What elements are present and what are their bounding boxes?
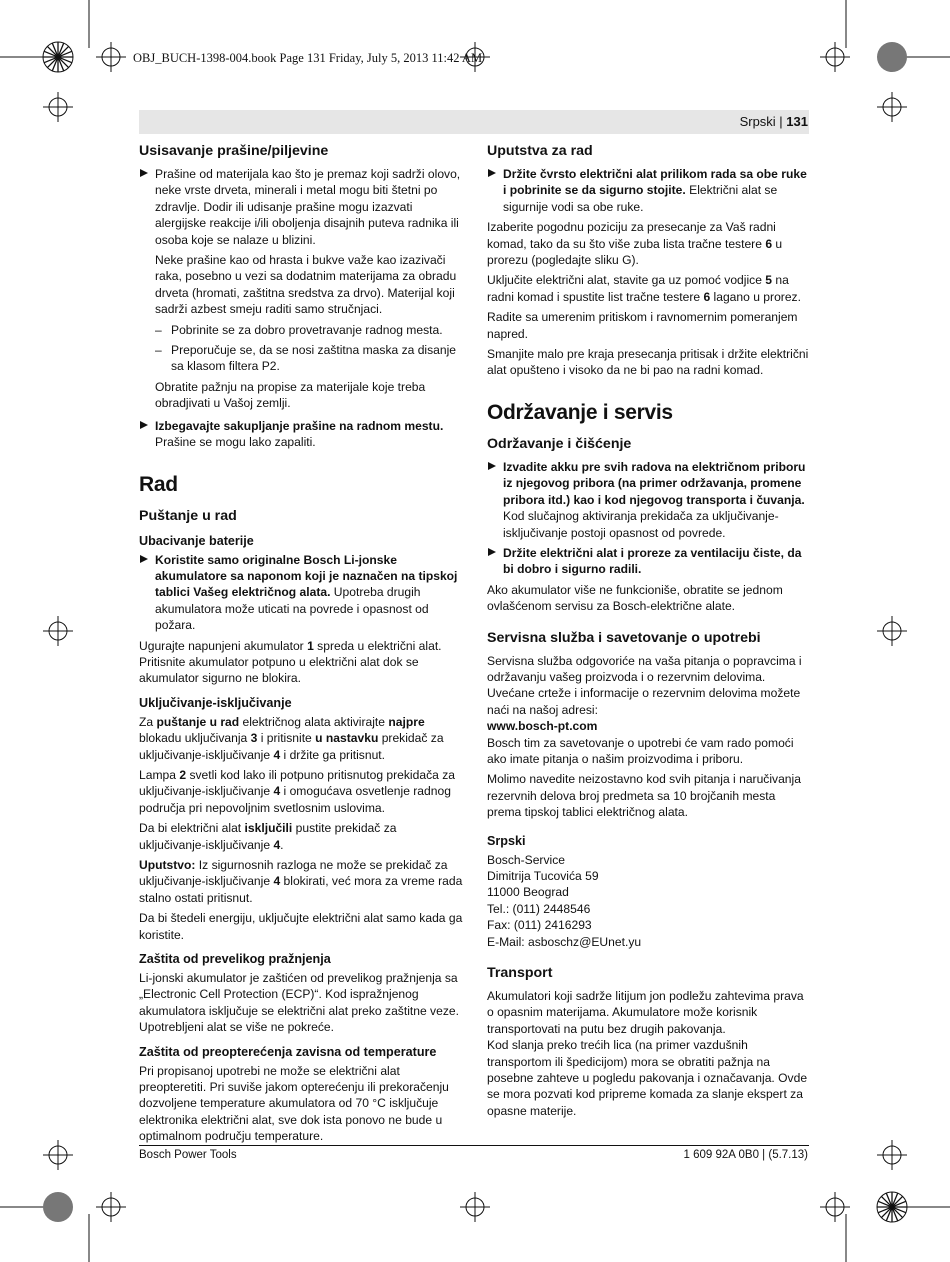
website-link[interactable]: www.bosch-pt.com	[487, 719, 598, 734]
address-fax: Fax: (011) 2416293	[487, 918, 592, 933]
switch-off-paragraph: Da bi električni alat isključili pustite prekidač za uključivanje-isključivanje 4.	[139, 821, 397, 852]
dust-warning	[139, 166, 464, 248]
reduce-paragraph: Smanjite malo pre kraja presecanja pritisak i držite električni alat opušteno i visoko da ne bi pao na radni komad.	[487, 347, 809, 378]
dust-warning-text: Prašine od materijala kao što je premaz koji sadrži olovo, neke vrste drveta, minerali i metal mogu biti štetni po zdravlje. Dodir ili udisanje prašine mogu izazvati alergijske reakcije i/ili oboljenja disajnih puteva radnika ili osoba koje se nalaze u blizini.	[155, 167, 461, 247]
startup-heading: Puštanje u rad	[139, 507, 237, 524]
switch-on-guide-paragraph: Uključite električni alat, stavite ga uz pomoć vodjice 5 na radni komad i spustite list tračne testere 6 lagano u prorez.	[487, 273, 801, 304]
temperature-paragraph: Pri propisanoj upotrebi ne može se električni alat preopteretiti. Pri suviše jakom opterećenju ili prekoračenju dozvoljene temperature akumulatora od 70 °C isključuje elektronika električni alat, sve dok ista ponovo ne bude u optimalnom području temperature.	[139, 1063, 449, 1144]
parts-paragraph: Molimo navedite neizostavno kod svih pitanja i naručivanja rezervnih delova broj predmeta sa 10 brojčanih mesta prema tipskoj tablici električnog alata.	[487, 772, 801, 820]
triangle-bullet-icon	[140, 169, 148, 177]
triangle-bullet-icon	[488, 169, 496, 177]
page-number: 131	[786, 114, 808, 129]
header-language: Srpski |	[739, 114, 787, 129]
insert-battery-paragraph: Ugurajte napunjeni akumulator 1 spreda u električni alat. Pritisnite akumulator potpuno u električni alat dok se akumulator sigurno ne blokira.	[139, 638, 442, 686]
address-line: Dimitrija Tucovića 59	[487, 869, 599, 883]
energy-paragraph: Da bi štedeli energiju, uključujte električni alat samo kada ga koristite.	[139, 911, 463, 942]
left-column	[139, 140, 464, 1149]
avoid-dust-warning: Izbegavajte sakupljanje prašine na radnom mestu. Prašine se mogu lako zapaliti.	[139, 418, 464, 451]
section-heading-rad: Rad	[139, 472, 178, 496]
address-line: 11000 Beograd	[487, 885, 569, 900]
regulations-paragraph: Obratite pažnju na propise za materijale koje treba obradjivati u Vašoj zemlji.	[155, 379, 426, 411]
dash-item: – Preporučuje se, da se nosi zaštitna maska za disanje sa klasom filtera P2.	[155, 343, 457, 374]
country-heading: Srpski	[487, 833, 526, 848]
position-paragraph: Izaberite pogodnu poziciju za presecanje za Vaš radni komad, tako da su što više zuba lista tračne testere 6 u prorezu (pogledajte sliku G).	[487, 220, 783, 268]
switch-on-paragraph: Za puštanje u rad električnog alata aktivirajte najpre blokadu uključivanja 3 i pritisnite u nastavku prekidač za uključivanje-isključivanje 4 i držite ga pritisnut.	[139, 714, 444, 762]
dash-item: – Pobrinite se za dobro provetravanje radnog mesta.	[155, 322, 443, 337]
triangle-bullet-icon	[140, 555, 148, 563]
service-address	[487, 852, 812, 950]
dust-heading: Usisavanje prašine/piljevine	[139, 143, 329, 159]
grip-warning: Držite čvrsto električni alat prilikom rada sa obe ruke i pobrinite se da sigurno stojite. Električni alat se sigurnije vodi sa obe ruke.	[487, 166, 812, 215]
service-paragraph: Servisna služba odgovoriće na vaša pitanja o popravcima i održavanju vašeg proizvoda i o rezervnim delovima. Uvećane crteže i informacije o rezervnim delovima možete naći na našoj adresi:	[487, 653, 802, 717]
cleaning-heading: Održavanje i čišćenje	[487, 435, 632, 452]
transport-paragraph: Akumulatori koji sadrže litijum jon podležu zahtevima prava o opasnim materijama. Akumulatore može korisnik transportovati na putu bez drugih pakovanja.	[487, 989, 804, 1036]
work-heading: Uputstva za rad	[487, 143, 593, 159]
remove-battery-warning: Izvadite akku pre svih radova na električnom priboru iz njegovog pribora (na primer održavanja, promene pribora itd.) kao i kod njegovog transporta i čuvanja. Kod slučajnog aktiviranja prekidača za uključivanje-isključivanje postoji opasnost od povrede.	[487, 459, 812, 541]
section-heading-maintenance: Održavanje i servis	[487, 400, 673, 424]
right-column	[487, 140, 812, 1123]
deep-discharge-heading: Zaštita od prevelikog pražnjenja	[139, 952, 331, 967]
footer-code: 1 609 92A 0B0 | (5.7.13)	[683, 1149, 808, 1161]
triangle-bullet-icon	[488, 462, 496, 470]
battery-dead-paragraph: Ako akumulator više ne funkcioniše, obratite se jednom ovlašćenom servisu za Bosch-električne alate.	[487, 582, 783, 614]
temperature-heading: Zaštita od preopterećenja zavisna od temperature	[139, 1044, 437, 1059]
page-header	[740, 114, 808, 129]
deep-discharge-paragraph: Li-jonski akumulator je zaštićen od prevelikog pražnjenja sa „Electronic Cell Protection (ECP)“. Kod ispražnjenog akumulatora isključuje se električni alat preko zaštitne veze. Upotrebljeni alat se više ne pokreće.	[139, 971, 459, 1035]
ventilation-warning: Držite električni alat i proreze za ventilaciju čiste, da bi dobro i sigurno radili.	[487, 545, 812, 578]
footer-brand: Bosch Power Tools	[139, 1149, 237, 1161]
triangle-bullet-icon	[488, 548, 496, 556]
transport-heading: Transport	[487, 965, 553, 982]
footer-rule	[139, 1145, 809, 1146]
dust-paragraph: Neke prašine kao od hrasta i bukve važe kao izazivači raka, posebno u vezi sa dodatnim materijama za obradu drveta (hromati, zaštitna sredstva za drvo). Materijal koji sadrži azbest smeju raditi samo stručnjaci.	[155, 253, 457, 317]
note-paragraph: Uputstvo: Iz sigurnosnih razloga ne može se prekidač za uključivanje-isključivanje 4 blokirati, već mora za vreme rada stalno ostati pritisnut.	[139, 858, 463, 905]
address-phone: Tel.: (011) 2448546	[487, 901, 591, 916]
service-heading: Servisna služba i savetovanje o upotrebi	[487, 629, 761, 646]
triangle-bullet-icon	[140, 421, 148, 429]
team-paragraph: Bosch tim za savetovanje o upotrebi će vam rado pomoći ako imate pitanja o našim proizvodima i priboru.	[487, 735, 794, 766]
pressure-paragraph: Radite sa umerenim pritiskom i ravnomernim pomeranjem napred.	[487, 310, 798, 341]
battery-warning: Koristite samo originalne Bosch Li-jonske akumulatore sa naponom koji je naznačen na tipskoj tablici Vašeg električnog alata. Upotreba drugih akumulatora može uticati na povrede i opasnost od požara.	[139, 552, 464, 634]
lamp-paragraph: Lampa 2 svetli kod lako ili potpuno pritisnutog prekidača za uključivanje-isključivanje 4 i omogućava osvetlenje radnog područja pri nepovoljnim svetlosnim uslovima.	[139, 767, 455, 815]
address-email: E-Mail: asboschz@EUnet.yu	[487, 934, 642, 949]
address-line: Bosch-Service	[487, 852, 565, 867]
header-band	[139, 110, 809, 134]
battery-heading: Ubacivanje baterije	[139, 533, 254, 548]
onoff-heading: Uključivanje-isključivanje	[139, 695, 292, 710]
transport-paragraph: Kod slanja preko trećih lica (na primer vazdušnih transportom ili špedicijom) mora se obratiti pažnja na posebne zahteve u pogledu pakovanja i označavanja. Ovde se mora pozvati kod pripreme komada za slanje ekspert za opasne materije.	[487, 1038, 808, 1118]
print-slug: OBJ_BUCH-1398-004.book Page 131 Friday, July 5, 2013 11:42 AM	[133, 51, 483, 65]
